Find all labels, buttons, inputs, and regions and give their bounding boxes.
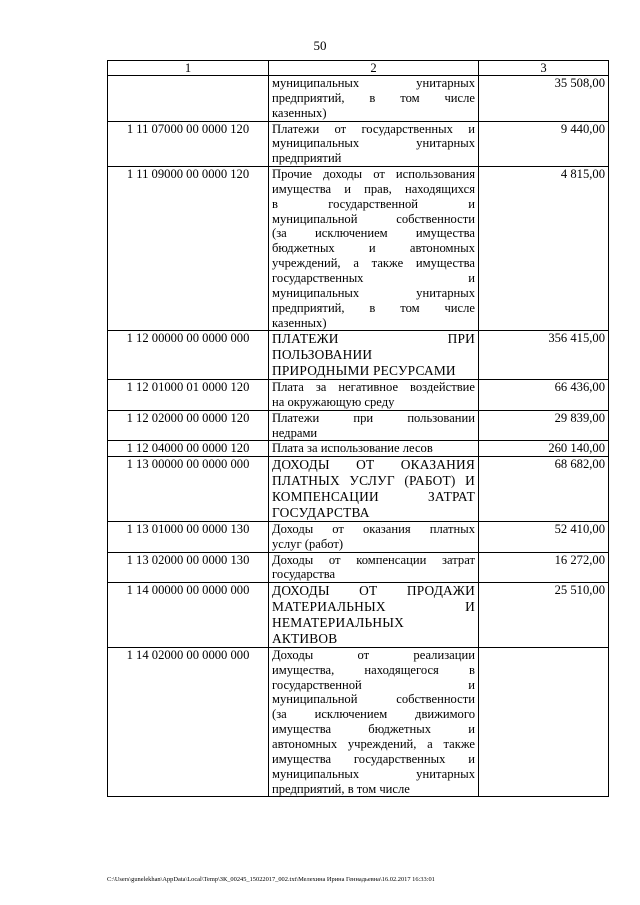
revenue-amount: 356 415,00 bbox=[479, 331, 609, 380]
revenue-name-line: МАТЕРИАЛЬНЫХ И bbox=[272, 599, 475, 615]
revenue-name-line: Доходы от оказания платных bbox=[272, 521, 475, 536]
revenue-table-body bbox=[108, 61, 609, 797]
revenue-name-line: Плата за использование лесов bbox=[272, 441, 433, 456]
revenue-code: 1 13 00000 00 0000 000 bbox=[108, 457, 269, 522]
table-row bbox=[108, 121, 609, 167]
revenue-name-line: на окружающую среду bbox=[272, 394, 395, 409]
revenue-code: 1 11 07000 00 0000 120 bbox=[108, 121, 269, 167]
page-number: 50 bbox=[313, 38, 327, 53]
revenue-amount: 9 440,00 bbox=[479, 121, 609, 167]
revenue-name-line: ГОСУДАРСТВА bbox=[272, 505, 370, 520]
revenue-name-line: недрами bbox=[272, 425, 318, 440]
revenue-name-line: имущества государственных и bbox=[272, 751, 475, 766]
revenue-name-line: АКТИВОВ bbox=[272, 631, 338, 646]
revenue-amount: 260 140,00 bbox=[479, 441, 609, 457]
revenue-name bbox=[269, 521, 479, 552]
revenue-name-line: муниципальных унитарных bbox=[272, 766, 475, 781]
revenue-code: 1 13 01000 00 0000 130 bbox=[108, 521, 269, 552]
revenue-name-line: казенных) bbox=[272, 105, 327, 120]
revenue-name-line: государственной и bbox=[272, 677, 475, 692]
revenue-name bbox=[269, 457, 479, 522]
revenue-name-line: бюджетных и автономных bbox=[272, 241, 475, 256]
revenue-name-line: Доходы от компенсации затрат bbox=[272, 552, 475, 567]
revenue-code: 1 11 09000 00 0000 120 bbox=[108, 167, 269, 331]
revenue-name bbox=[269, 121, 479, 167]
revenue-name-line: муниципальных унитарных bbox=[272, 76, 475, 90]
revenue-name-line: автономных учреждений, а также bbox=[272, 736, 475, 751]
revenue-name bbox=[269, 552, 479, 583]
column-header-2: 2 bbox=[269, 61, 479, 76]
revenue-code: 1 13 02000 00 0000 130 bbox=[108, 552, 269, 583]
revenue-name-line: услуг (работ) bbox=[272, 536, 344, 551]
revenue-name-line: ДОХОДЫ ОТ ПРОДАЖИ bbox=[272, 583, 475, 599]
table-row bbox=[108, 441, 609, 457]
revenue-code: 1 12 01000 01 0000 120 bbox=[108, 380, 269, 411]
table-row bbox=[108, 167, 609, 331]
revenue-code: 1 12 02000 00 0000 120 bbox=[108, 410, 269, 441]
table-header-row bbox=[108, 61, 609, 76]
table-row bbox=[108, 410, 609, 441]
table-row bbox=[108, 647, 609, 796]
revenue-name bbox=[269, 583, 479, 648]
revenue-name-line: учреждений, а также имущества bbox=[272, 256, 475, 271]
revenue-name-line: Плата за негативное воздействие bbox=[272, 380, 475, 395]
revenue-amount: 16 272,00 bbox=[479, 552, 609, 583]
column-header-1: 1 bbox=[108, 61, 269, 76]
revenue-name bbox=[269, 76, 479, 122]
table-row bbox=[108, 76, 609, 122]
revenue-name-line: муниципальной собственности bbox=[272, 211, 475, 226]
revenue-name-line: Доходы от реализации bbox=[272, 647, 475, 662]
revenue-name-line: в государственной и bbox=[272, 196, 475, 211]
table-row bbox=[108, 521, 609, 552]
revenue-name-line: муниципальных унитарных bbox=[272, 285, 475, 300]
revenue-name-line: имущества, находящегося в bbox=[272, 662, 475, 677]
revenue-name-line: ДОХОДЫ ОТ ОКАЗАНИЯ bbox=[272, 457, 475, 473]
revenue-name-line: ПЛАТЕЖИ ПРИ bbox=[272, 331, 475, 347]
revenue-amount: 66 436,00 bbox=[479, 380, 609, 411]
revenue-name-line: Платежи от государственных и bbox=[272, 121, 475, 136]
table-row bbox=[108, 331, 609, 380]
revenue-name-line: ПРИРОДНЫМИ РЕСУРСАМИ bbox=[272, 363, 456, 379]
table-row bbox=[108, 380, 609, 411]
revenue-name bbox=[269, 441, 479, 457]
revenue-name-line: имущества и прав, находящихся bbox=[272, 181, 475, 196]
revenue-table bbox=[107, 60, 609, 797]
revenue-name bbox=[269, 167, 479, 331]
revenue-amount bbox=[479, 647, 609, 796]
revenue-name bbox=[269, 647, 479, 796]
revenue-name-line: предприятий, в том числе bbox=[272, 90, 475, 105]
revenue-name-line: ПОЛЬЗОВАНИИ bbox=[272, 347, 373, 363]
revenue-name-line: муниципальной собственности bbox=[272, 692, 475, 707]
revenue-name-line: ПЛАТНЫХ УСЛУГ (РАБОТ) И bbox=[272, 473, 475, 489]
table-row bbox=[108, 552, 609, 583]
revenue-name bbox=[269, 331, 479, 380]
table-row bbox=[108, 583, 609, 648]
revenue-name-line: муниципальных унитарных bbox=[272, 136, 475, 151]
revenue-name-line: государства bbox=[272, 567, 336, 582]
revenue-name-line: предприятий, в том числе bbox=[272, 300, 475, 315]
revenue-name bbox=[269, 410, 479, 441]
revenue-name-line: предприятий, в том числе bbox=[272, 781, 410, 796]
revenue-name-line: предприятий bbox=[272, 151, 342, 166]
revenue-code bbox=[108, 76, 269, 122]
revenue-name-line: Прочие доходы от использования bbox=[272, 167, 475, 182]
revenue-amount: 35 508,00 bbox=[479, 76, 609, 122]
revenue-code: 1 14 02000 00 0000 000 bbox=[108, 647, 269, 796]
revenue-name-line: государственных и bbox=[272, 270, 475, 285]
revenue-name-line: имущества бюджетных и bbox=[272, 722, 475, 737]
revenue-name-line: Платежи при пользовании bbox=[272, 410, 475, 425]
revenue-amount: 68 682,00 bbox=[479, 457, 609, 522]
column-header-3: 3 bbox=[479, 61, 609, 76]
revenue-name-line: (за исключением имущества bbox=[272, 226, 475, 241]
revenue-name-line: КОМПЕНСАЦИИ ЗАТРАТ bbox=[272, 489, 475, 505]
revenue-code: 1 12 04000 00 0000 120 bbox=[108, 441, 269, 457]
table-row bbox=[108, 457, 609, 522]
revenue-name-line: казенных) bbox=[272, 315, 327, 330]
revenue-name bbox=[269, 380, 479, 411]
revenue-name-line: НЕМАТЕРИАЛЬНЫХ bbox=[272, 615, 404, 631]
revenue-code: 1 14 00000 00 0000 000 bbox=[108, 583, 269, 648]
revenue-amount: 29 839,00 bbox=[479, 410, 609, 441]
revenue-name-line: (за исключением движимого bbox=[272, 707, 475, 722]
file-path-footer: C:\Users\gunelekhan\AppData\Local\Temp\ЗК_00245_15022017_002.txt\Мелехина Ирина Геннадьевна\16.02.2017 16:33:01 bbox=[107, 876, 435, 883]
revenue-amount: 4 815,00 bbox=[479, 167, 609, 331]
revenue-amount: 52 410,00 bbox=[479, 521, 609, 552]
revenue-amount: 25 510,00 bbox=[479, 583, 609, 648]
revenue-code: 1 12 00000 00 0000 000 bbox=[108, 331, 269, 380]
